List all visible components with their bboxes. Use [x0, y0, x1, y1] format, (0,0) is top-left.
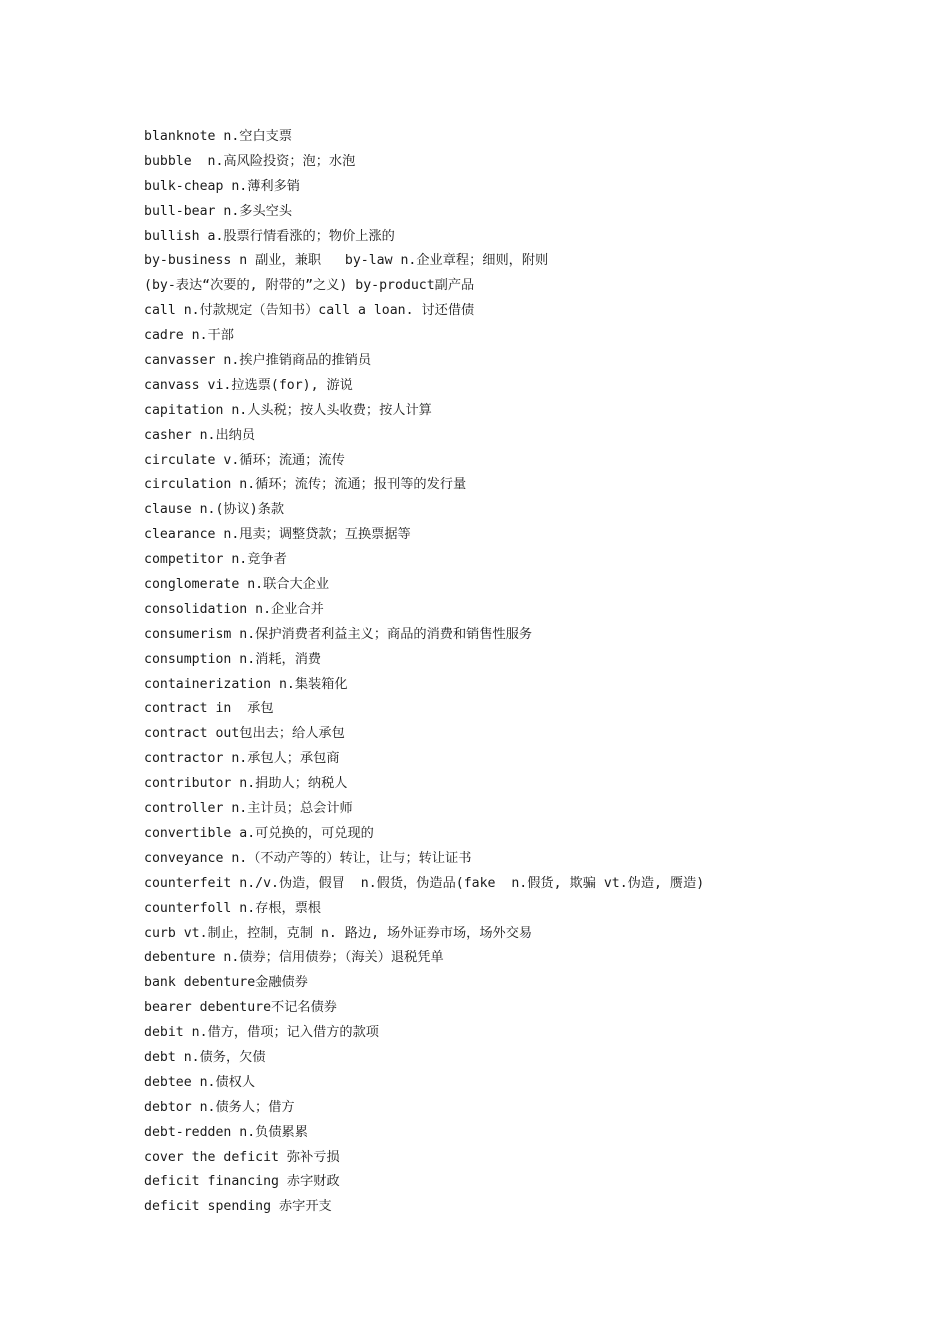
- glossary-entry: debt n.债务，欠债: [144, 1049, 266, 1065]
- glossary-entry: circulation n.循环；流传；流通；报刊等的发行量: [144, 477, 467, 493]
- glossary-entry: containerization n.集装箱化: [144, 676, 348, 692]
- glossary-entry: consumption n.消耗，消费: [144, 651, 322, 667]
- glossary-list: [144, 125, 924, 1220]
- glossary-entry: capitation n.人头税；按人头收费；按人计算: [144, 402, 432, 418]
- glossary-entry: counterfeit n./v.伪造，假冒 n.假货，伪造品(fake n.假货, 欺骗 vt.伪造, 赝造): [144, 875, 705, 891]
- glossary-entry: deficit financing 赤字财政: [144, 1174, 340, 1190]
- glossary-entry: contributor n.捐助人；纳税人: [144, 776, 348, 792]
- glossary-entry: circulate v.循环；流通；流传: [144, 452, 345, 468]
- glossary-entry: conglomerate n.联合大企业: [144, 577, 330, 593]
- glossary-entry: consolidation n.企业合并: [144, 601, 324, 617]
- glossary-entry: canvasser n.挨户推销商品的推销员: [144, 353, 372, 369]
- glossary-entry: consumerism n.保护消费者利益主义；商品的消费和销售性服务: [144, 626, 533, 642]
- glossary-entry: debit n.借方，借项；记入借方的款项: [144, 1025, 379, 1041]
- glossary-entry: curb vt.制止，控制，克制 n. 路边, 场外证券市场，场外交易: [144, 925, 533, 941]
- glossary-entry: conveyance n.（不动产等的）转让，让与；转让证书: [144, 850, 472, 866]
- glossary-entry: cover the deficit 弥补亏损: [144, 1149, 340, 1165]
- glossary-entry: contractor n.承包人；承包商: [144, 751, 340, 767]
- glossary-entry: bulk-cheap n.薄利多销: [144, 178, 300, 194]
- glossary-entry: debt-redden n.负债累累: [144, 1124, 308, 1140]
- glossary-entry: convertible a.可兑换的，可兑现的: [144, 825, 374, 841]
- glossary-entry: canvass vi.拉选票(for), 游说: [144, 377, 353, 393]
- glossary-entry: bank debenture金融债券: [144, 975, 308, 991]
- glossary-entry: deficit spending 赤字开支: [144, 1199, 332, 1215]
- glossary-entry: competitor n.竞争者: [144, 552, 287, 568]
- glossary-entry: clause n.(协议)条款: [144, 502, 285, 518]
- glossary-entry: contract in 承包: [144, 701, 274, 717]
- glossary-entry: controller n.主计员；总会计师: [144, 801, 353, 817]
- glossary-entry: bubble n.高风险投资；泡；水泡: [144, 153, 356, 169]
- glossary-entry: cadre n.干部: [144, 328, 234, 344]
- glossary-entry: bull-bear n.多头空头: [144, 203, 293, 219]
- glossary-entry: debenture n.债券；信用债券；（海关）退税凭单: [144, 950, 444, 966]
- glossary-entry: debtor n.债务人；借方: [144, 1099, 295, 1115]
- glossary-entry: bullish a.股票行情看涨的；物价上涨的: [144, 228, 395, 244]
- glossary-entry: counterfoll n.存根，票根: [144, 900, 322, 916]
- glossary-entry: call n.付款规定（告知书）call a loan. 讨还借债: [144, 303, 475, 319]
- glossary-entry: contract out包出去；给人承包: [144, 726, 345, 742]
- glossary-entry: by-business n 副业，兼职 by-law n.企业章程；细则，附则: [144, 253, 549, 269]
- glossary-entry: (by-表达“次要的, 附带的”之义) by-product副产品: [144, 278, 475, 294]
- glossary-entry: bearer debenture不记名债券: [144, 1000, 337, 1016]
- glossary-entry: clearance n.甩卖；调整贷款；互换票据等: [144, 527, 411, 543]
- glossary-entry: casher n.出纳员: [144, 427, 256, 443]
- glossary-entry: debtee n.债权人: [144, 1074, 256, 1090]
- glossary-entry: blanknote n.空白支票: [144, 129, 293, 144]
